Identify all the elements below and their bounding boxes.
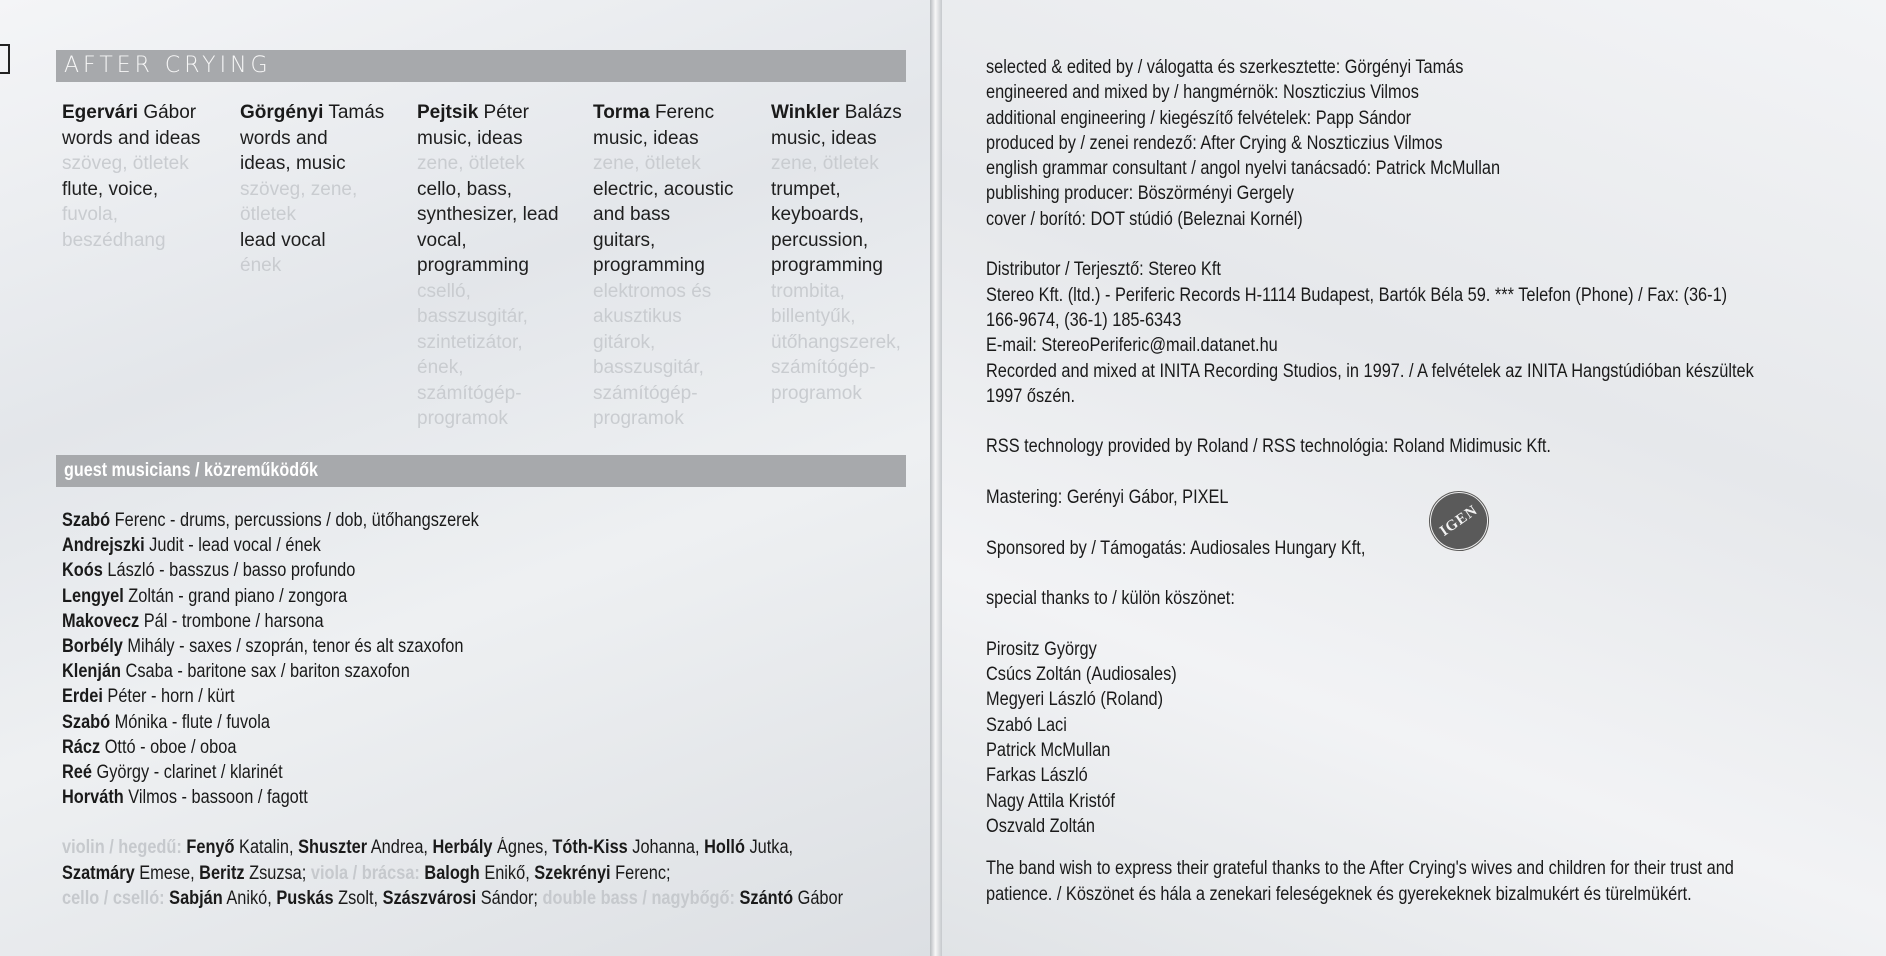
guest-detail: Zoltán - grand piano / zongora (128, 585, 348, 607)
strings-line-3 (62, 886, 922, 912)
member-role-hu-2: elektromos és akusztikus gitárok, basszusgitár, számítógép- programok (593, 280, 712, 429)
guest-row (62, 710, 784, 735)
member-role-hu: zene, ötletek (593, 153, 701, 174)
violin-label: violin / hegedű: (62, 837, 182, 858)
guest-row (62, 558, 784, 583)
double-bass-label: double bass / nagybőgő: (542, 888, 735, 909)
guest-detail: László - basszus / basso profundo (107, 560, 356, 582)
thanks-name: Csúcs Zoltán (Audiosales) (986, 664, 1177, 686)
guest-row (62, 584, 784, 609)
stamp-text: IGEN (1436, 501, 1481, 540)
player-given: Enikő, (484, 862, 530, 884)
player-surname: Fenyő (186, 837, 235, 858)
player-surname: Tóth-Kiss (552, 837, 628, 858)
player-given: Zsuzsa; (249, 862, 307, 884)
guest-surname: Borbély (62, 636, 123, 658)
player-surname: Szántó (739, 888, 794, 909)
member-surname: Winkler (771, 102, 840, 123)
email-line: E-mail: StereoPeriferic@mail.datanet.hu (986, 335, 1278, 357)
thanks-name: Nagy Attila Kristóf (986, 790, 1115, 812)
band-logo: AFTER CRYING (64, 53, 272, 78)
guest-header: guest musicians / közreműködők (64, 460, 318, 481)
string-section (62, 835, 936, 912)
guest-row (62, 684, 784, 709)
player-surname: Sabján (169, 888, 223, 909)
recorded-line: Recorded and mixed at INITA Recording Studios, in 1997. / A felvételek az INITA Hangstúdióban készültek (986, 360, 1754, 382)
member-2 (417, 100, 592, 432)
guest-surname: Makovecz (62, 610, 140, 632)
guest-surname: Reé (62, 762, 92, 784)
edge-mark (0, 44, 10, 74)
player-surname: Szászvárosi (382, 888, 477, 909)
member-3 (593, 100, 768, 432)
guest-list (62, 508, 902, 810)
member-role-hu: zene, ötletek (417, 153, 525, 174)
member-role-hu: szöveg, ötletek (62, 153, 189, 174)
player-given: Emese, (139, 862, 195, 884)
guest-surname: Andrejszki (62, 535, 145, 557)
credit-line: produced by / zenei rendező: After Crying & Noszticzius Vilmos (986, 132, 1443, 154)
credit-line: additional engineering / kiegészítő felvételek: Papp Sándor (986, 107, 1412, 129)
member-role-en-2: flute, voice, (62, 178, 159, 200)
member-surname: Egervári (62, 102, 139, 123)
player-surname: Beritz (199, 862, 245, 884)
guest-surname: Klenján (62, 661, 122, 683)
member-surname: Görgényi (240, 102, 324, 123)
guest-surname: Szabó (62, 510, 111, 531)
thanks-name: Szabó Laci (986, 714, 1067, 736)
guest-detail: Pál - trombone / harsona (143, 610, 324, 632)
player-given: Ferenc; (615, 862, 671, 884)
recorded-line-2: 1997 őszén. (986, 385, 1076, 407)
player-surname: Herbály (432, 837, 493, 858)
guest-row (62, 659, 784, 684)
guest-detail: Csaba - baritone sax / bariton szaxofon (125, 661, 410, 683)
credit-line: engineered and mixed by / hangmérnök: Noszticzius Vilmos (986, 82, 1419, 104)
guest-surname: Erdei (62, 686, 103, 708)
member-role-hu-2: ének (240, 255, 282, 276)
player-given: Ágnes, (496, 837, 548, 858)
member-surname: Torma (593, 102, 650, 123)
thanks-name: Oszvald Zoltán (986, 815, 1095, 837)
player-surname: Balogh (424, 862, 480, 884)
closing-line-2: patience. / Köszönet és hála a zenekari feleségeknek és gyerekeknek bizalmukért és türelmükért. (986, 883, 1692, 905)
left-page (0, 0, 936, 956)
guest-row (62, 634, 784, 659)
member-role-en-2: trumpet, keyboards, percussion, programming (771, 178, 883, 276)
player-given: Johanna, (632, 837, 700, 858)
member-role-en: words and ideas (62, 127, 201, 149)
phone-line: 166-9674, (36-1) 185-6343 (986, 309, 1182, 331)
member-0 (62, 100, 237, 253)
strings-line-2 (62, 861, 922, 887)
mastering-line: Mastering: Gerényi Gábor, PIXEL (986, 487, 1229, 509)
guest-detail: Péter - horn / kürt (107, 686, 235, 708)
member-role-en-2: lead vocal (240, 229, 326, 251)
band-members (62, 100, 922, 440)
credit-line: cover / borító: DOT stúdió (Beleznai Kornél) (986, 208, 1303, 230)
guest-row (62, 609, 784, 634)
member-role-en: music, ideas (593, 127, 699, 149)
player-given: Gábor (797, 888, 844, 909)
member-1 (240, 100, 415, 279)
member-given-name: Gábor (143, 102, 197, 123)
player-given: Katalin, (239, 837, 294, 858)
member-role-hu: szöveg, zene, ötletek (240, 178, 358, 225)
guest-detail: Mónika - flute / fuvola (114, 711, 270, 733)
player-surname: Puskás (276, 888, 334, 909)
guest-header-bar (56, 455, 906, 487)
player-surname: Szekrényi (534, 862, 611, 884)
thanks-name: Megyeri László (Roland) (986, 689, 1164, 711)
member-given-name: Balázs (844, 102, 902, 123)
member-role-en-2: cello, bass, synthesizer, lead vocal, programming (417, 178, 559, 276)
player-given: Sándor; (480, 888, 538, 909)
distributor-line: Distributor / Terjesztő: Stereo Kft (986, 259, 1221, 281)
guest-surname: Koós (62, 560, 103, 582)
member-given-name: Péter (483, 102, 529, 123)
booklet-spine (930, 0, 942, 956)
guest-detail: Mihály - saxes / szoprán, tenor és alt szaxofon (127, 636, 464, 658)
guest-detail: György - clarinet / klarinét (96, 762, 283, 784)
player-given: Jutka, (749, 837, 794, 858)
guest-row (62, 735, 784, 760)
guest-row (62, 533, 784, 558)
guest-surname: Horváth (62, 787, 124, 809)
credit-line: english grammar consultant / angol nyelvi tanácsadó: Patrick McMullan (986, 158, 1501, 180)
address-line: Stereo Kft. (ltd.) - Periferic Records H-1114 Budapest, Bartók Béla 59. *** Telefon (Phone) / Fax: (36-1) (986, 284, 1728, 306)
guest-surname: Rácz (62, 736, 101, 758)
guest-surname: Szabó (62, 711, 111, 733)
guest-detail: Ottó - oboe / oboa (104, 736, 237, 758)
member-surname: Pejtsik (417, 102, 479, 123)
guest-row (62, 508, 784, 533)
member-role-en: music, ideas (771, 127, 877, 149)
thanks-header: special thanks to / külön köszönet: (986, 588, 1235, 610)
player-given: Andrea, (370, 837, 428, 858)
rss-line: RSS technology provided by Roland / RSS technológia: Roland Midimusic Kft. (986, 436, 1551, 458)
player-given: Zsolt, (338, 888, 379, 909)
member-role-hu-2: trombita, billentyűk, ütőhangszerek, számítógép- programok (771, 280, 901, 404)
closing-line: The band wish to express their grateful thanks to the After Crying's wives and children for their trust and (986, 858, 1734, 880)
player-given: Anikó, (226, 888, 272, 909)
member-4 (771, 100, 936, 406)
thanks-name: Farkas László (986, 765, 1088, 787)
guest-detail: Vilmos - bassoon / fagott (128, 787, 308, 809)
cello-label: cello / cselló: (62, 888, 165, 909)
member-role-en-2: electric, acoustic and bass guitars, programming (593, 178, 734, 276)
member-role-hu-2: fuvola, beszédhang (62, 204, 166, 251)
member-role-hu: zene, ötletek (771, 153, 879, 174)
viola-label: viola / brácsa: (310, 862, 420, 884)
credit-line: publishing producer: Böszörményi Gergely (986, 183, 1294, 205)
band-header-bar (56, 50, 906, 82)
guest-row (62, 785, 784, 810)
guest-row (62, 760, 784, 785)
guest-detail: Judit - lead vocal / ének (149, 535, 321, 557)
sponsored-line: Sponsored by / Támogatás: Audiosales Hungary Kft, (986, 537, 1366, 559)
player-surname: Szatmáry (62, 862, 135, 884)
player-surname: Holló (704, 837, 745, 858)
member-given-name: Tamás (328, 102, 385, 123)
member-role-hu-2: cselló, basszusgitár, szintetizátor, ének, számítógép- programok (417, 280, 528, 429)
guest-detail: Ferenc - drums, percussions / dob, ütőhangszerek (114, 510, 479, 531)
credits-block (986, 55, 1866, 907)
member-role-en: words and ideas, music (240, 127, 346, 174)
player-surname: Shuszter (298, 837, 368, 858)
member-role-en: music, ideas (417, 127, 523, 149)
credit-line: selected & edited by / válogatta és szerkesztette: Görgényi Tamás (986, 57, 1464, 78)
member-given-name: Ferenc (654, 102, 715, 123)
guest-surname: Lengyel (62, 585, 124, 607)
thanks-name: Pirositz György (986, 638, 1097, 660)
thanks-name: Patrick McMullan (986, 740, 1111, 762)
strings-line-1 (62, 835, 922, 861)
